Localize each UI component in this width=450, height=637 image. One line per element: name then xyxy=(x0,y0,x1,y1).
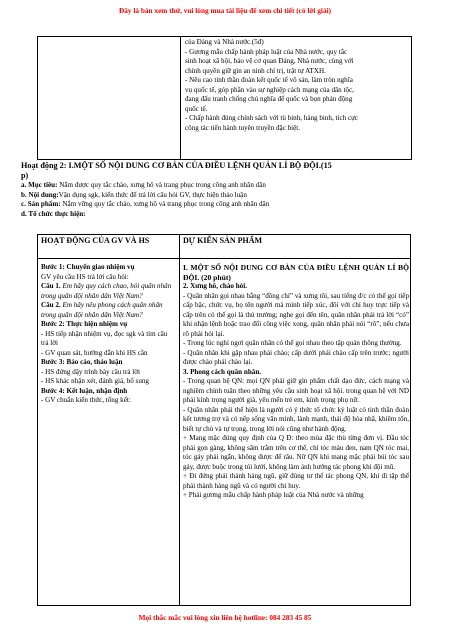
step2-b: - GV quan sát, hướng dẫn khi HS cần xyxy=(41,348,148,357)
activity-title-cont: p) xyxy=(21,171,29,180)
step3-title: Bước 3: Báo cáo, thảo luận xyxy=(41,358,123,366)
text-line: sinh hoạt xã hội, bảo vệ cơ quan Đảng, Nhà nước, cùng với xyxy=(185,57,354,65)
header-left: HOẠT ĐỘNG CỦA GV VÀ HS xyxy=(41,236,150,245)
q1-label: Câu 1. xyxy=(41,282,61,290)
paragraph: + Đi đứng phải thành hàng ngũ, giữ đúng tư thế tác phong QN, khi đi tập thể phải thành hàng ngũ và có người chỉ huy. xyxy=(183,472,409,490)
paragraph: - Quân nhân phải thể hiện là người có ý thức tổ chức kỷ luật có tinh thần đoàn kết tương trợ và có nếp sống văn minh, lành mạnh, thái độ hòa nhã, khiêm tốn, biết tự chủ và tự trọng, trong lời nói cũng như hành động. xyxy=(183,405,409,433)
table-right-cell xyxy=(185,38,408,133)
text-line: của Đảng và Nhà nước.(5đ) xyxy=(185,38,264,46)
table-divider xyxy=(180,37,181,159)
activity-section xyxy=(21,161,431,219)
section-title: I. MỘT SỐ NỘI DUNG CƠ BẢN CỦA ĐIỀU LỆNH QUẢN LÍ BỘ ĐỘI. (20 phút) xyxy=(183,263,409,282)
objective-line xyxy=(21,181,431,191)
product-line xyxy=(21,200,431,210)
organize-label: d. Tổ chức thực hiện: xyxy=(21,209,86,218)
step3-b: - HS khác nhận xét, đánh giá, bổ sung xyxy=(41,377,149,385)
objective-label: a. Mục tiêu: xyxy=(21,181,58,189)
product-text: Nắm vững quy tắc chào, xưng hô và trang phục trong công anh nhân dân xyxy=(60,200,270,208)
text-line: - Gương mẫu chấp hành pháp luật của Nhà nước, quy tắc xyxy=(185,47,348,56)
step1-text: GV yêu cầu HS trả lời câu hỏi: xyxy=(41,272,129,281)
step3-a: - HS đứng dậy trình bày câu trả lời xyxy=(41,367,141,376)
table-header-line xyxy=(38,258,410,259)
header-right: DỰ KIẾN SẢN PHẨM xyxy=(183,236,263,245)
text-line: vụ quốc tế, góp phần vào sự nghiệp cách mạng của dân tộc, xyxy=(185,85,354,94)
content-label: b. Nội dung: xyxy=(21,190,59,199)
step2-title: Bước 2: Thực hiện nhiệm vụ xyxy=(41,320,128,328)
paragraph: - Quân nhân gọi nhau bằng “đồng chí” và xưng tôi, sau tiếng đ/c có thể gọi tiếp cấp bậc, chức vụ, họ tên người mà mình tiếp xúc, đôi với chỉ huy trực tiếp và cấp trên có thể gọi là thủ trưởng; nghe gọi đến tên, quân nhân phải trả lời “có” khi nhận lệnh hoặc trao đổi công việc xong, quân nhân phải nói “rõ”, nếu chưa rõ phải hỏi lại. xyxy=(183,291,409,338)
paragraph: + Mang mặc đúng quy định của Q Đ: theo mùa đặc thù từng đơn vị. Đầu tóc phải gọn gàng, không săm trắm trên cơ thể, chỉ tóc màu đen, nam QN tóc mai, tóc gáy phải ngắn, không được để râu. Nữ QN khi mang mặc phải búi tóc sau gáy, được buộc trong túi lưới, không làm ảnh hưởng tác phong khi đội mũ. xyxy=(183,434,409,471)
text-line: - Chấp hành đúng chính sách với tù binh, hàng binh, tích cực xyxy=(185,114,359,122)
step1-title: Bước 1: Chuyển giao nhiệm vụ xyxy=(41,263,135,271)
text-line: quốc tế. xyxy=(185,104,208,113)
step4-title: Bước 4: Kết luận, nhận định xyxy=(41,386,128,395)
q2-text: Em hãy nêu phong cách quân nhân trong quân đội nhân dân Việt Nam? xyxy=(41,301,163,319)
paragraph: - Trong quan hệ QN: mọi QN phải giữ gìn phẩm chất đạo đức, cách mạng và nghiêm chỉnh tuân theo những yêu cầu sinh hoạt xã hội. trong quan hệ với ND phải kính trọng người già, yêu mến trẻ em, kính trọng phụ nữ. xyxy=(183,377,409,404)
step2-a: - HS tiếp nhận nhiệm vụ, đọc sgk và tìm câu trả lời xyxy=(41,329,168,347)
hotline-banner: Mọi thắc mắc vui lòng xin liên hệ hotline: 084 283 45 85 xyxy=(138,613,312,622)
objective-text: Nắm được quy tắc chào, xưng hô và trang phục trong công anh nhân dân xyxy=(57,181,266,189)
text-line: công tác tiến hành tuyên truyền đặc biệt. xyxy=(185,123,301,132)
text-line: - Nêu cao tinh thần đoàn kết quốc tế vô sản, làm tròn nghĩa xyxy=(185,76,353,84)
table-divider xyxy=(179,235,180,605)
expected-product-column xyxy=(183,263,409,501)
question-1 xyxy=(41,282,176,301)
subsection-3: 3. Phong cách quân nhân. xyxy=(183,367,262,376)
preview-banner: Đây là bản xem thử, vui lòng mua tài liệu để xem chi tiết (có lời giải) xyxy=(118,6,332,15)
content-line xyxy=(21,191,431,201)
paragraph: - Trong lúc nghỉ ngơi quân nhân có thể gọi nhau theo tập quán thông thường. xyxy=(183,339,402,347)
text-line: đang đấu tranh chống chủ nghĩa đế quốc và bọn phản động xyxy=(185,95,353,103)
subsection-2: 2. Xưng hô, chào hỏi. xyxy=(183,282,247,290)
product-label: c. Sản phẩm: xyxy=(21,200,61,208)
text-line: chính quyền giữ gìn an ninh chí trị, trật tự ATXH. xyxy=(185,66,326,75)
activity-table xyxy=(37,234,411,606)
paragraph: - Quân nhân khi gặp nhau phải chào; cấp dưới phải chào cấp trên trước; người được chào phải chào lại. xyxy=(183,348,409,366)
q2-label: Câu 2. xyxy=(41,301,61,309)
q1-text: Em hãy quy cách chao, hỏi quân nhân trong quân đội nhân dân Việt Nam? xyxy=(41,282,172,300)
table-continued xyxy=(37,36,412,160)
step4-a: - GV chuẩn kiến thức, tổng kết: xyxy=(41,396,131,404)
content-text: Vận dụng sgk, kiến thức để trả lời câu hỏi GV, thực hiện thảo luận xyxy=(58,190,247,199)
teacher-student-column xyxy=(41,263,176,406)
activity-title: Hoạt động 2: I.MỘT SỐ NỘI DUNG CƠ BẢN CỦA ĐIỀU LỆNH QUẢN LÍ BỘ ĐỘI.(15 xyxy=(21,161,332,170)
paragraph: + Phải gương mẫu chấp hành pháp luật của Nhà nước và những xyxy=(183,491,364,499)
question-2 xyxy=(41,301,176,320)
